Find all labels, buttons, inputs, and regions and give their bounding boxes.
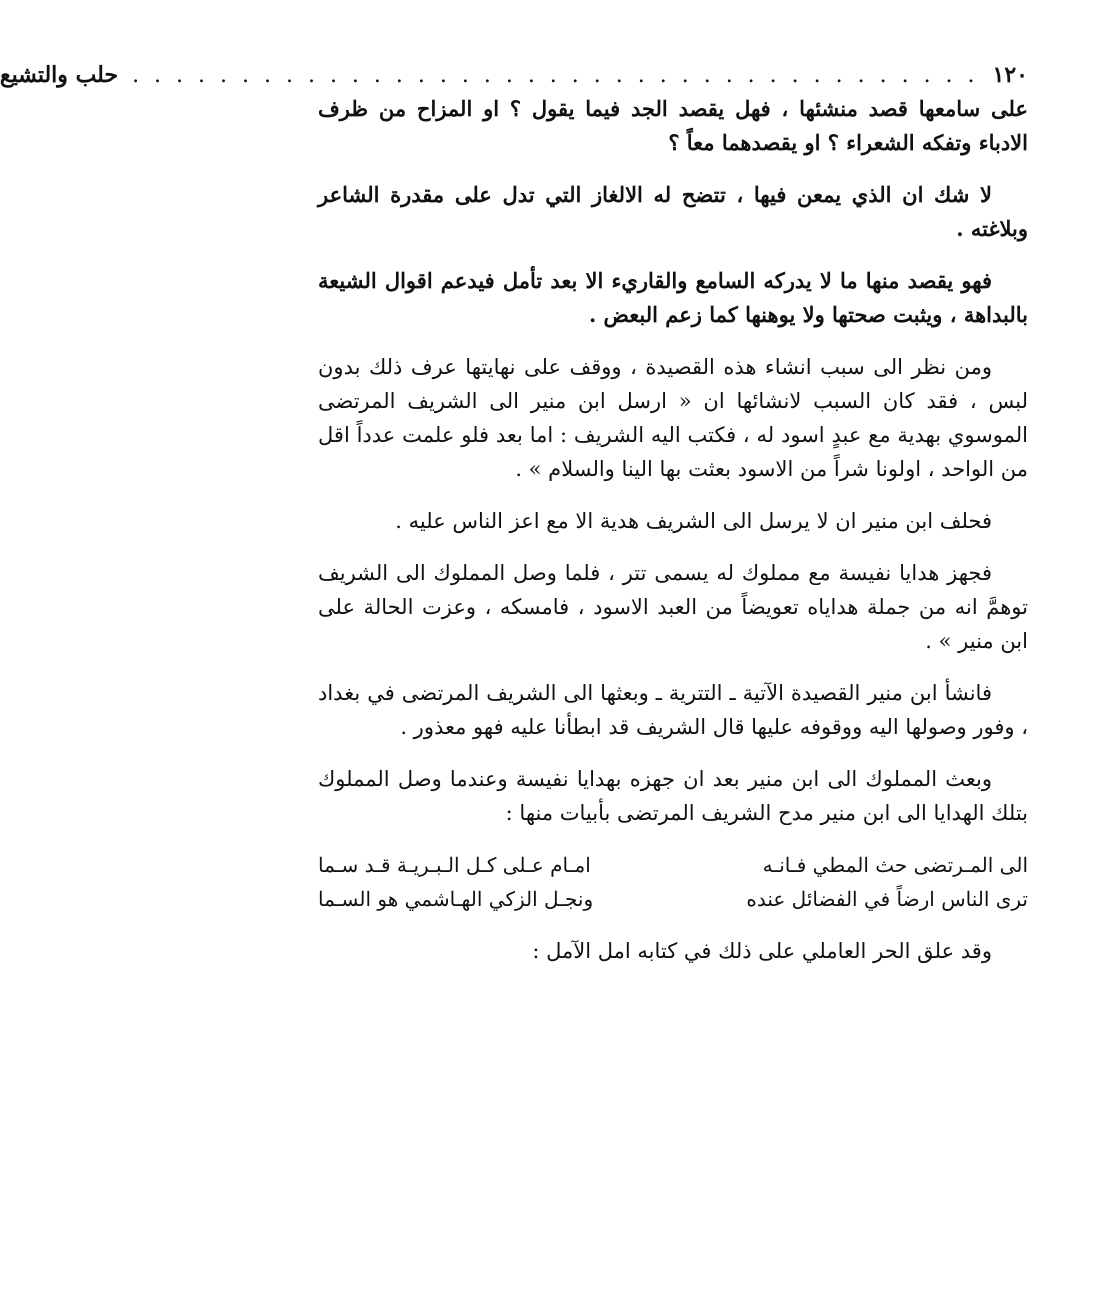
paragraph-6: فجهز هدايا نفيسة مع مملوك له يسمى تتر ، فلما وصل المملوك الى الشريف توهمَّ انه من جملة هداياه تعويضاً من العبد الاسود ، فامسكه ، وعزت الحالة على ابن منير » . <box>318 561 1028 653</box>
verse-second-hemistich: ونجـل الزكي الهـاشمي هو السـما <box>318 887 594 911</box>
header-dot-leader: . . . . . . . . . . . . . . . . . . . . . . . . . . . . . . . . . . . . . . . <box>132 63 979 88</box>
verse-first-hemistich: الى المـرتضى حث المطي فـانـه <box>762 853 1028 877</box>
paragraph-1: على سامعها قصد منشئها ، فهل يقصد الجد فيما يقول ؟ او المزاح من ظرف الادباء وتفكه الشعراء ؟ او يقصدهما معاً ؟ <box>318 96 1028 155</box>
page-number: ١٢٠ <box>992 62 1028 88</box>
page-header <box>0 58 1028 92</box>
paragraph-4: ومن نظر الى سبب انشاء هذه القصيدة ، ووقف على نهايتها عرف ذلك بدون لبس ، فقد كان السبب لانشائها ان « ارسل ابن منير الى الشريف المرتضى الموسوي بهدية مع عبدٍ اسود له ، فكتب اليه الشريف : اما بعد فلو علمت عدداً اقل من الواحد ، اولونا شراً من الاسود بعثت بها الينا والسلام » . <box>318 355 1028 481</box>
paragraph-2: لا شك ان الذي يمعن فيها ، تتضح له الالغاز التي تدل على مقدرة الشاعر وبلاغته . <box>318 182 1028 241</box>
verse-line <box>318 848 1028 882</box>
verse-second-hemistich: امـام عـلى كـل الـبـريـة قـد سـما <box>318 853 591 877</box>
book-page <box>0 58 1028 986</box>
closing-line: وقد علق الحر العاملي على ذلك في كتابه امل الآمل : <box>532 939 992 963</box>
verse-first-hemistich: ترى الناس ارضاً في الفضائل عنده <box>746 887 1028 911</box>
running-title: حلب والتشيع <box>0 62 119 88</box>
paragraph-3: فهو يقصد منها ما لا يدركه السامع والقاريء الا بعد تأمل فيدعم اقوال الشيعة بالبداهة ، ويثبت صحتها ولا يوهنها كما زعم البعض . <box>318 268 1028 327</box>
paragraph-5: فحلف ابن منير ان لا يرسل الى الشريف هدية الا مع اعز الناس عليه . <box>395 509 992 533</box>
paragraph-8: وبعث المملوك الى ابن منير بعد ان جهزه بهدايا نفيسة وعندما وصل المملوك بتلك الهدايا الى ابن منير مدح الشريف المرتضى بأبيات منها : <box>318 767 1028 825</box>
poem-verses <box>318 848 1028 916</box>
paragraph-7: فانشأ ابن منير القصيدة الآتية ـ التترية ـ وبعثها الى الشريف المرتضى في بغداد ، وفور وصولها اليه ووقوفه عليها قال الشريف قد ابطأنا عليه فهو معذور . <box>318 681 1028 739</box>
verse-line <box>318 882 1028 916</box>
